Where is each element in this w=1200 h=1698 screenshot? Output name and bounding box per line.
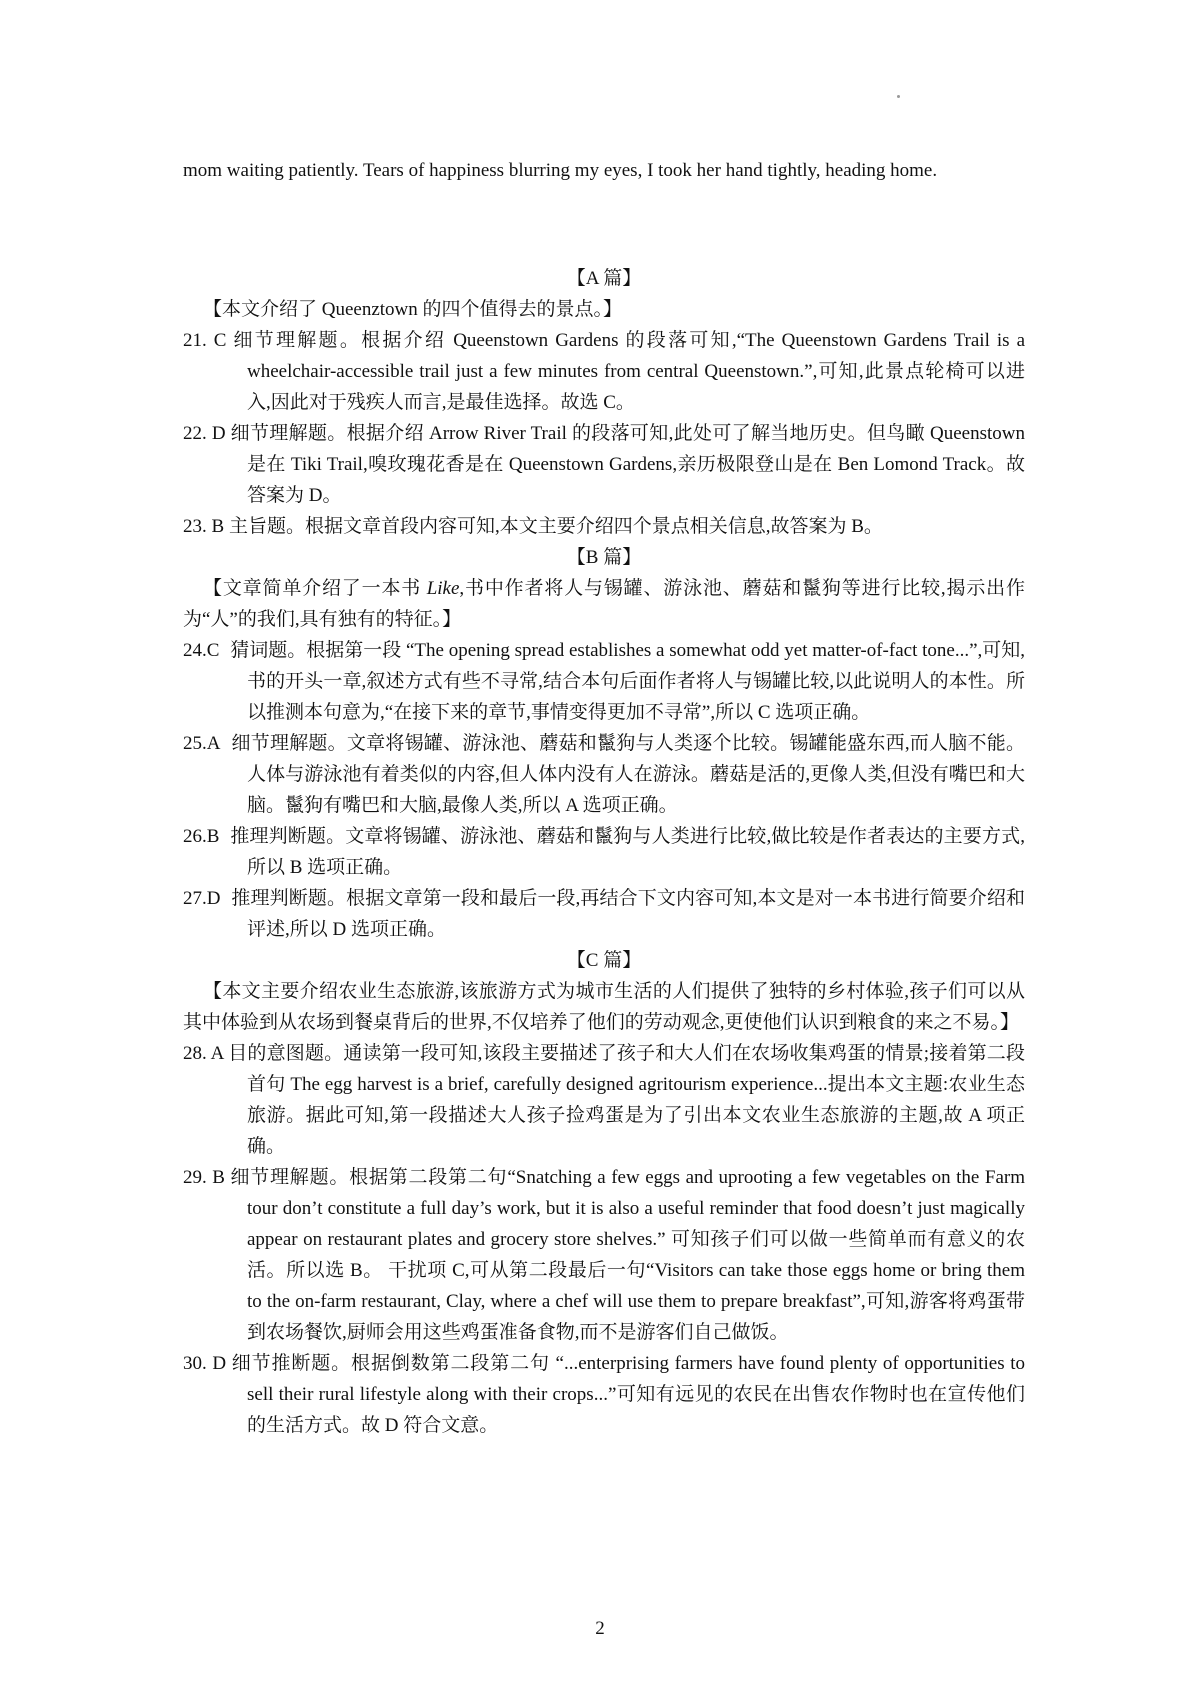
- answer-24-number: 24.: [183, 640, 207, 661]
- answer-22: [183, 418, 1025, 511]
- answer-27-number: 27.: [183, 888, 207, 909]
- section-a-summary: 【本文介绍了 Queenztown 的四个值得去的景点。】: [203, 299, 623, 320]
- answer-25-choice: A: [206, 733, 221, 754]
- answer-29: [183, 1162, 1025, 1348]
- answer-25-explanation: 细节理解题。文章将锡罐、游泳池、蘑菇和鬣狗与人类逐个比较。锡罐能盛东西,而人脑不能。人体与游泳池有着类似的内容,但人体内没有人在游泳。蘑菇是活的,更像人类,但没有嘴巴和大脑。鬣狗有嘴巴和大脑,最像人类,所以 A 选项正确。: [231, 733, 1025, 816]
- answer-26-explanation: 推理判断题。文章将锡罐、游泳池、蘑菇和鬣狗与人类进行比较,做比较是作者表达的主要方式,所以 B 选项正确。: [230, 826, 1025, 878]
- answer-30-explanation: 细节推断题。根据倒数第二段第二句 “...enterprising farmers have found plenty of opportunities to sell their rural lifestyle along with their crops...”可知有远见的农民在出售农作物时也在宣传他们的生活方式。故 D 符合文意。: [231, 1353, 1025, 1436]
- section-b-summary: [183, 573, 1025, 635]
- section-b-summary-start: 【文章简单介绍了一本书: [203, 578, 427, 599]
- answer-22-explanation: 细节理解题。根据介绍 Arrow River Trail 的段落可知,此处可了解当地历史。但鸟瞰 Queenstown 是在 Tiki Trail,嗅玫瑰花香是在 Queenstown Gardens,亲历极限登山是在 Ben Lomond Track。故答案为 D。: [230, 423, 1025, 506]
- answer-29-number: 29. B: [183, 1167, 225, 1188]
- answer-30: [183, 1348, 1025, 1441]
- page-number: 2: [595, 1618, 605, 1639]
- answer-key: [183, 263, 1025, 1441]
- answer-26-number: 26.: [183, 826, 207, 847]
- answer-21: [183, 325, 1025, 418]
- answer-22-number: 22. D: [183, 423, 226, 444]
- continuation-paragraph: mom waiting patiently. Tears of happiness blurring my eyes, I took her hand tightly, heading home.: [183, 160, 938, 181]
- answer-28: [183, 1038, 1025, 1162]
- section-b-heading: 【B 篇】: [566, 547, 642, 568]
- answer-24-explanation: 猜词题。根据第一段 “The opening spread establishes a somewhat odd yet matter-of-fact tone...”,可知,书的开头一章,叙述方式有些不寻常,结合本句后面作者将人与锡罐比较,以此说明人的本性。所以推测本句意为,“在接下来的章节,事情变得更加不寻常”,所以 C 选项正确。: [230, 640, 1026, 723]
- answer-23: [183, 511, 1025, 542]
- answer-24-choice: C: [206, 640, 220, 661]
- scan-speck: [897, 95, 900, 98]
- answer-25: [183, 728, 1025, 821]
- book-title: Like: [426, 578, 460, 599]
- answer-21-number: 21. C: [183, 330, 227, 351]
- answer-30-number: 30. D: [183, 1353, 227, 1374]
- answer-29-explanation: 细节理解题。根据第二段第二句“Snatching a few eggs and uprooting a few vegetables on the Farm tour don’t constitute a full day’s work, but it is also a useful reminder that food doesn’t just magically appear on restaurant plates and grocery store shelves.” 可知孩子们可以做一些简单而有意义的农活。所以选 B。 干扰项 C,可从第二段最后一句“Visitors can take those eggs home or bring them to the on-farm restaurant, Clay, where a chef will use them to prepare breakfast”,可知,游客将鸡蛋带到农场餐饮,厨师会用这些鸡蛋准备食物,而不是游客们自己做饭。: [230, 1167, 1025, 1343]
- answer-24: [183, 635, 1025, 728]
- answer-28-number: 28. A: [183, 1043, 224, 1064]
- answer-23-number: 23. B: [183, 516, 225, 537]
- answer-28-explanation: 目的意图题。通读第一段可知,该段主要描述了孩子和大人们在农场收集鸡蛋的情景;接着第二段首句 The egg harvest is a brief, carefully designed agritourism experience...提出本文主题:农业生态旅游。据此可知,第一段描述大人孩子捡鸡蛋是为了引出本文农业生态旅游的主题,故 A 项正确。: [228, 1043, 1025, 1157]
- answer-26-choice: B: [206, 826, 220, 847]
- answer-27-choice: D: [206, 888, 221, 909]
- answer-26: [183, 821, 1025, 883]
- answer-27-explanation: 推理判断题。根据文章第一段和最后一段,再结合下文内容可知,本文是对一本书进行简要介绍和评述,所以 D 选项正确。: [231, 888, 1025, 940]
- answer-23-explanation: 主旨题。根据文章首段内容可知,本文主要介绍四个景点相关信息,故答案为 B。: [228, 516, 883, 537]
- answer-21-explanation: 细节理解题。根据介绍 Queenstown Gardens 的段落可知,“The Queenstown Gardens Trail is a wheelchair-accessible trail just a few minutes from central Queenstown.”,可知,此景点轮椅可以进入,因此对于残疾人而言,是最佳选择。故选 C。: [233, 330, 1026, 413]
- section-a-heading: 【A 篇】: [566, 268, 642, 289]
- section-c-heading: 【C 篇】: [566, 950, 642, 971]
- section-c-summary: 【本文主要介绍农业生态旅游,该旅游方式为城市生活的人们提供了独特的乡村体验,孩子们可以从其中体验到从农场到餐桌背后的世界,不仅培养了他们的劳动观念,更使他们认识到粮食的来之不易。】: [183, 981, 1025, 1033]
- answer-27: [183, 883, 1025, 945]
- answer-25-number: 25.: [183, 733, 207, 754]
- section-b-summary-end: ,书中作者将人与锡罐、游泳池、蘑菇和鬣狗等进行比较,揭示出作为“人”的我们,具有独有的特征。】: [183, 578, 1025, 630]
